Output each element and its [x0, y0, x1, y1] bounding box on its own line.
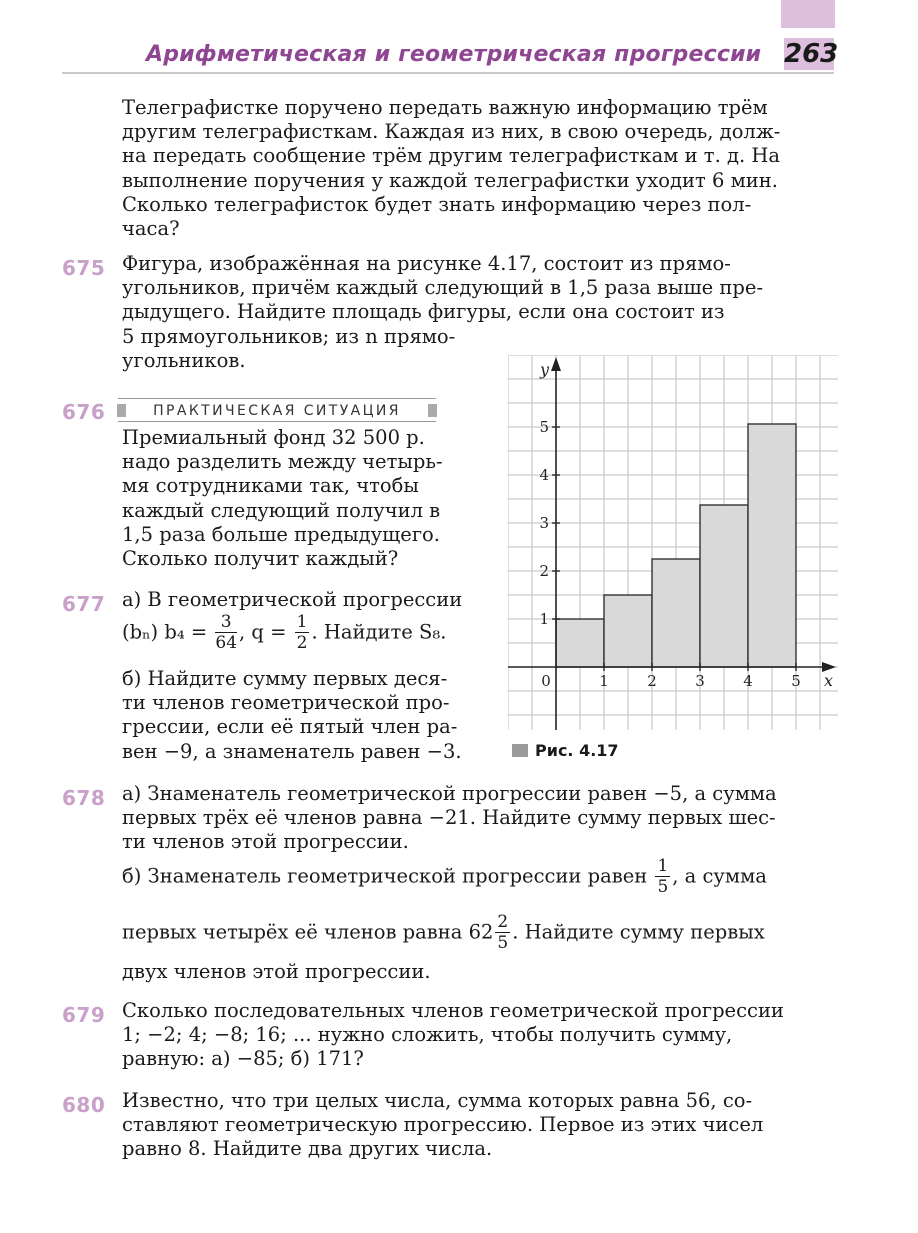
text-line: Сколько последовательных членов геометрической прогрессии [122, 999, 784, 1022]
problem-676 [122, 426, 482, 571]
text-line: 5 прямоугольников; из n прямо- [122, 324, 456, 348]
b4-denominator: 64 [215, 633, 238, 653]
x-tick-label: 5 [791, 672, 801, 690]
figure-4-17-chart [508, 355, 838, 730]
x-tick-label: 2 [647, 672, 657, 690]
problem-677a-line1: а) В геометрической прогрессии [122, 588, 463, 611]
text-line: 1; −2; 4; −8; 16; ... нужно сложить, чтобы получить сумму, [122, 1023, 733, 1047]
find-s8: . Найдите S₈. [311, 620, 447, 644]
text-line: первых трёх её членов равна −21. Найдите сумму первых шес- [122, 806, 776, 830]
b4-fraction [215, 614, 237, 652]
bar-1 [556, 619, 604, 667]
x-tick-label: 1 [599, 672, 609, 690]
y-axis-label: y [540, 360, 550, 379]
problem-678b-line1 [122, 858, 767, 896]
sequence-label: (bₙ) [122, 620, 159, 644]
y-tick-label: 2 [539, 562, 549, 580]
text-line: а) Знаменатель геометрической прогрессии равен −5, а сумма [122, 782, 777, 805]
problem-678b-line3: двух членов этой прогрессии. [122, 960, 431, 983]
page-number: 263 [784, 39, 839, 69]
text-line: Фигура, изображённая на рисунке 4.17, состоит из прямо- [122, 252, 731, 275]
problem-number-675: 675 [62, 256, 106, 280]
ratio-numerator: 1 [657, 856, 669, 876]
y-tick-label: 4 [539, 466, 549, 484]
problem-number-679: 679 [62, 1003, 106, 1027]
x-tick-label: 4 [743, 672, 753, 690]
text-line: мя сотрудниками так, чтобы [122, 474, 419, 498]
problem-number-678: 678 [62, 786, 106, 810]
y-axis-arrow [551, 357, 561, 371]
q-label: , q = [239, 620, 287, 644]
text-line: выполнение поручения у каждой телеграфистки уходит 6 мин. [122, 168, 778, 192]
running-head: Арифметическая и геометрическая прогрессии [146, 42, 762, 67]
bar-5 [748, 424, 796, 667]
intro-problem [122, 96, 836, 241]
problem-number-680: 680 [62, 1093, 106, 1117]
y-tick-label: 1 [539, 610, 549, 628]
text-line: Премиальный фонд 32 500 р. [122, 426, 425, 449]
text-line: Сколько получит каждый? [122, 547, 399, 571]
figure-caption [512, 741, 619, 760]
text-line: Известно, что три целых числа, сумма которых равна 56, со- [122, 1089, 753, 1112]
mixed-numerator: 2 [497, 912, 509, 932]
text-segment: б) Знаменатель геометрической прогрессии равен [122, 864, 648, 888]
b4-label: b₄ = [164, 620, 208, 644]
header-tab [781, 0, 835, 28]
text-line: надо разделить между четырь- [122, 450, 443, 474]
problem-679 [122, 999, 836, 1072]
text-line: равную: а) −85; б) 171? [122, 1047, 364, 1071]
text-line: каждый следующий получил в [122, 498, 441, 522]
q-numerator: 1 [296, 612, 308, 632]
text-line: ти членов геометрической про- [122, 691, 450, 715]
bar-3 [652, 559, 700, 667]
bar-4 [700, 505, 748, 667]
mixed-denominator: 5 [497, 933, 509, 953]
text-line: б) Найдите сумму первых деся- [122, 667, 448, 690]
text-line: угольников, причём каждый следующий в 1,5 раза выше пре- [122, 276, 764, 300]
b4-numerator: 3 [215, 614, 237, 633]
y-tick-label: 5 [539, 418, 549, 436]
text-line: 1,5 раза больше предыдущего. [122, 522, 440, 546]
text-line: на передать сообщение трём другим телеграфисткам и т. д. На [122, 144, 781, 168]
mixed-fraction [495, 914, 510, 952]
text-line: дыдущего. Найдите площадь фигуры, если она состоит из [122, 300, 725, 324]
problem-number-676: 676 [62, 400, 106, 424]
ratio-fraction [655, 858, 670, 896]
caption-marker [512, 744, 528, 757]
text-line: часа? [122, 217, 180, 241]
practical-situation-badge: ПРАКТИЧЕСКАЯ СИТУАЦИЯ [118, 398, 436, 422]
bar-2 [604, 595, 652, 667]
text-line: другим телеграфисткам. Каждая из них, в свою очередь, долж- [122, 120, 781, 144]
problem-678a [122, 782, 836, 855]
problem-678b-line2 [122, 914, 765, 952]
caption-text: Рис. 4.17 [535, 741, 619, 760]
text-line: ставляют геометрическую прогрессию. Первое из этих чисел [122, 1113, 764, 1137]
text-line: ти членов этой прогрессии. [122, 830, 409, 854]
x-tick-label: 3 [695, 672, 705, 690]
text-segment: . Найдите сумму первых [512, 920, 765, 944]
q-fraction [295, 614, 310, 652]
y-tick-label: 3 [539, 514, 549, 532]
header-rule [62, 72, 834, 74]
text-line: грессии, если её пятый член ра- [122, 715, 458, 739]
text-line: Сколько телеграфисток будет знать информацию через пол- [122, 192, 752, 216]
text-segment: , а сумма [672, 864, 767, 888]
text-line: Телеграфистке поручено передать важную информацию трём [122, 96, 768, 119]
text-line: вен −9, а знаменатель равен −3. [122, 739, 462, 763]
problem-680 [122, 1089, 836, 1162]
text-line: угольников. [122, 348, 246, 372]
problem-number-677: 677 [62, 592, 106, 616]
problem-677b [122, 667, 482, 764]
text-line: равно 8. Найдите два других числа. [122, 1137, 493, 1161]
problem-677a-formula [122, 614, 446, 652]
q-denominator: 2 [296, 633, 308, 653]
x-tick-label: 0 [541, 672, 551, 690]
x-axis-label: x [824, 671, 834, 690]
ratio-denominator: 5 [657, 877, 669, 897]
text-segment: первых четырёх её членов равна 62 [122, 920, 494, 944]
